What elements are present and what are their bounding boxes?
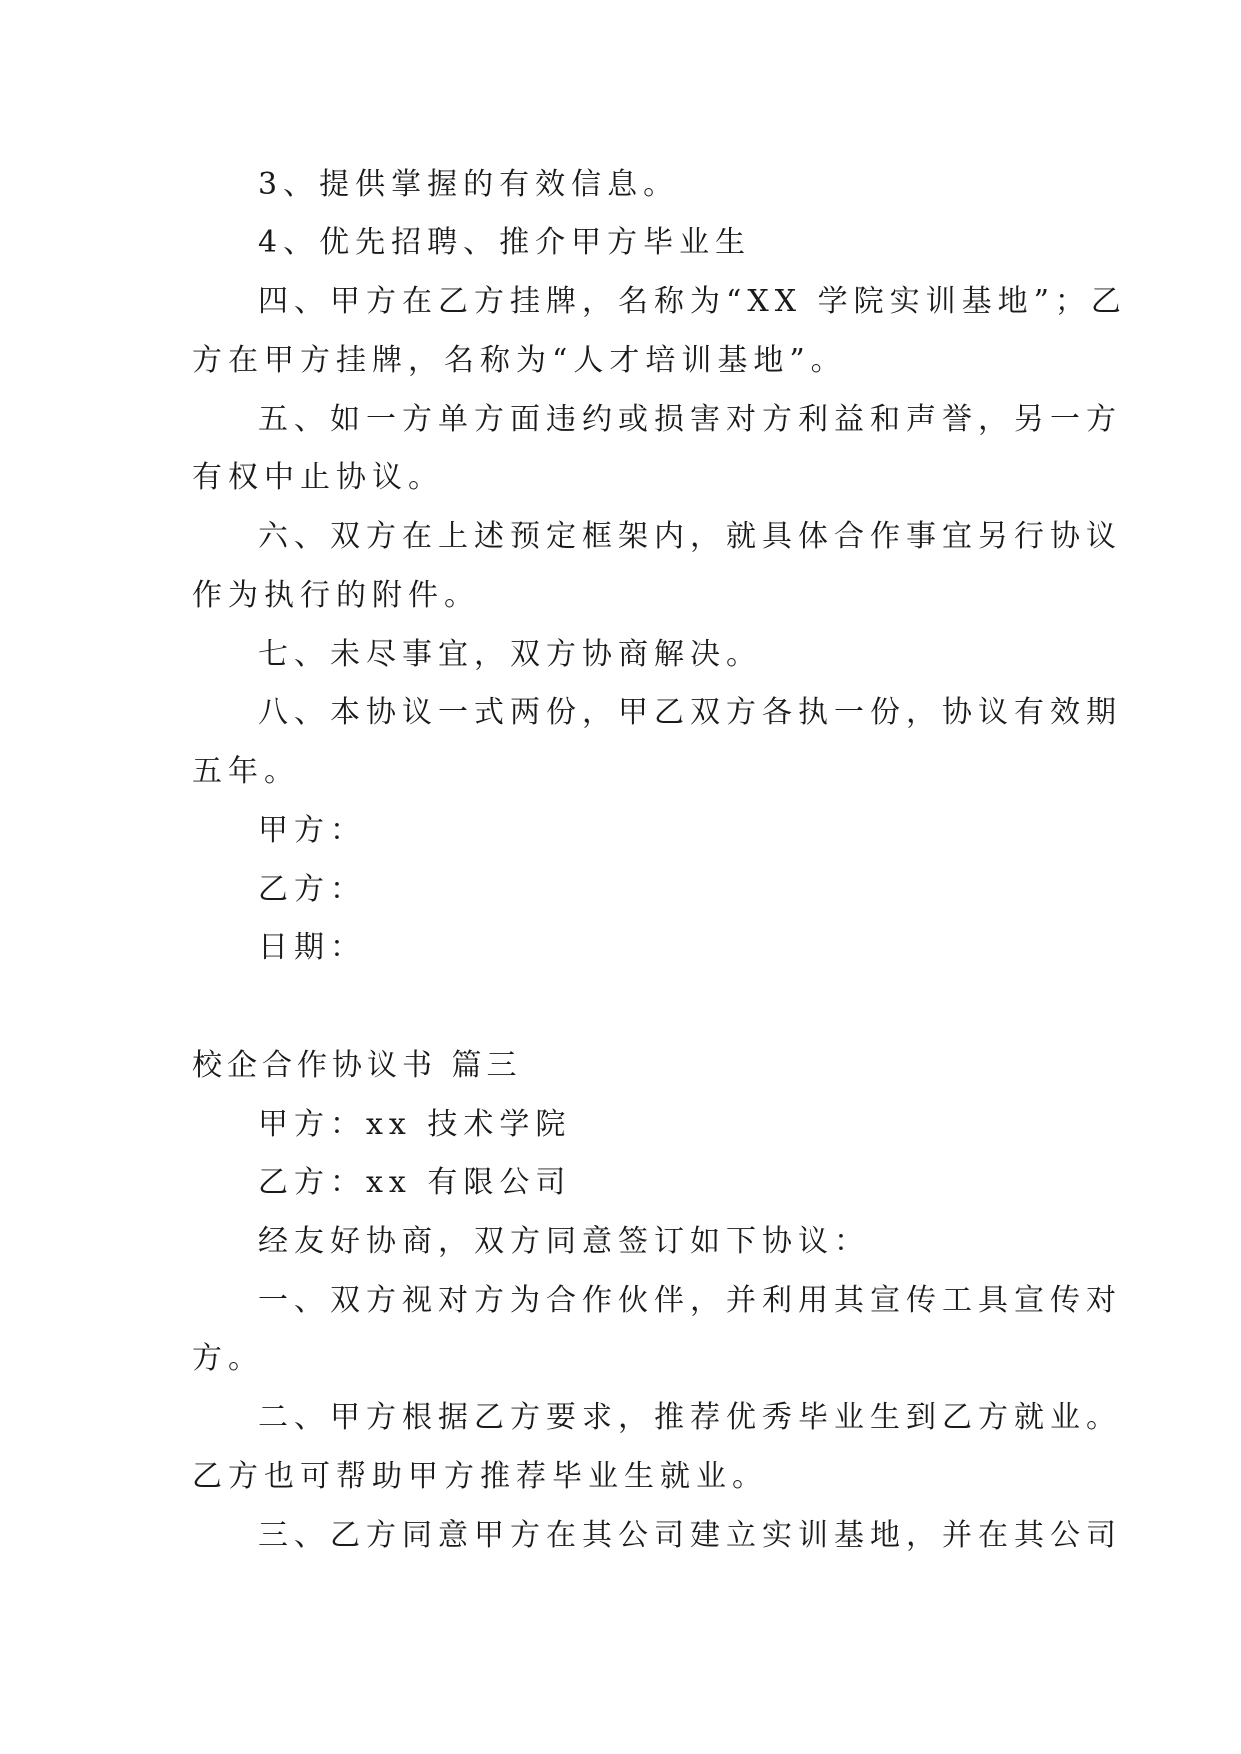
section-title: 校企合作协议书 篇三 [192,1048,522,1083]
paragraph-line: 一、双方视对方为合作伙伴，并利用其宣传工具宣传对 [258,1283,1122,1318]
date-label: 日期： [258,930,366,965]
paragraph-line: 五年。 [192,754,300,789]
paragraph-line: 乙方也可帮助甲方推荐毕业生就业。 [192,1459,768,1494]
paragraph-line: 五、如一方单方面违约或损害对方利益和声誉，另一方 [258,402,1122,437]
paragraph-line: 经友好协商，双方同意签订如下协议： [258,1224,870,1259]
party-b-line: 乙方：xx 有限公司 [258,1165,572,1200]
paragraph-line: 二、甲方根据乙方要求，推荐优秀毕业生到乙方就业。 [258,1400,1122,1435]
paragraph-line: 方。 [192,1341,264,1376]
party-a-signature-label: 甲方： [258,813,366,848]
paragraph-line: 作为执行的附件。 [192,578,480,613]
paragraph-line: 方在甲方挂牌，名称为“人才培训基地”。 [192,343,847,378]
paragraph-line: 4、优先招聘、推介甲方毕业生 [258,225,752,260]
paragraph-line: 八、本协议一式两份，甲乙双方各执一份，协议有效期 [258,695,1122,730]
paragraph-line: 七、未尽事宜，双方协商解决。 [258,637,762,672]
party-a-line: 甲方：xx 技术学院 [258,1107,572,1142]
paragraph-line: 四、甲方在乙方挂牌，名称为“XX 学院实训基地”；乙 [258,284,1127,319]
paragraph-line: 3、提供掌握的有效信息。 [258,167,680,202]
paragraph-line: 三、乙方同意甲方在其公司建立实训基地，并在其公司 [258,1518,1122,1553]
party-b-signature-label: 乙方： [258,872,366,907]
paragraph-line: 有权中止协议。 [192,460,444,495]
paragraph-line: 六、双方在上述预定框架内，就具体合作事宜另行协议 [258,519,1122,554]
